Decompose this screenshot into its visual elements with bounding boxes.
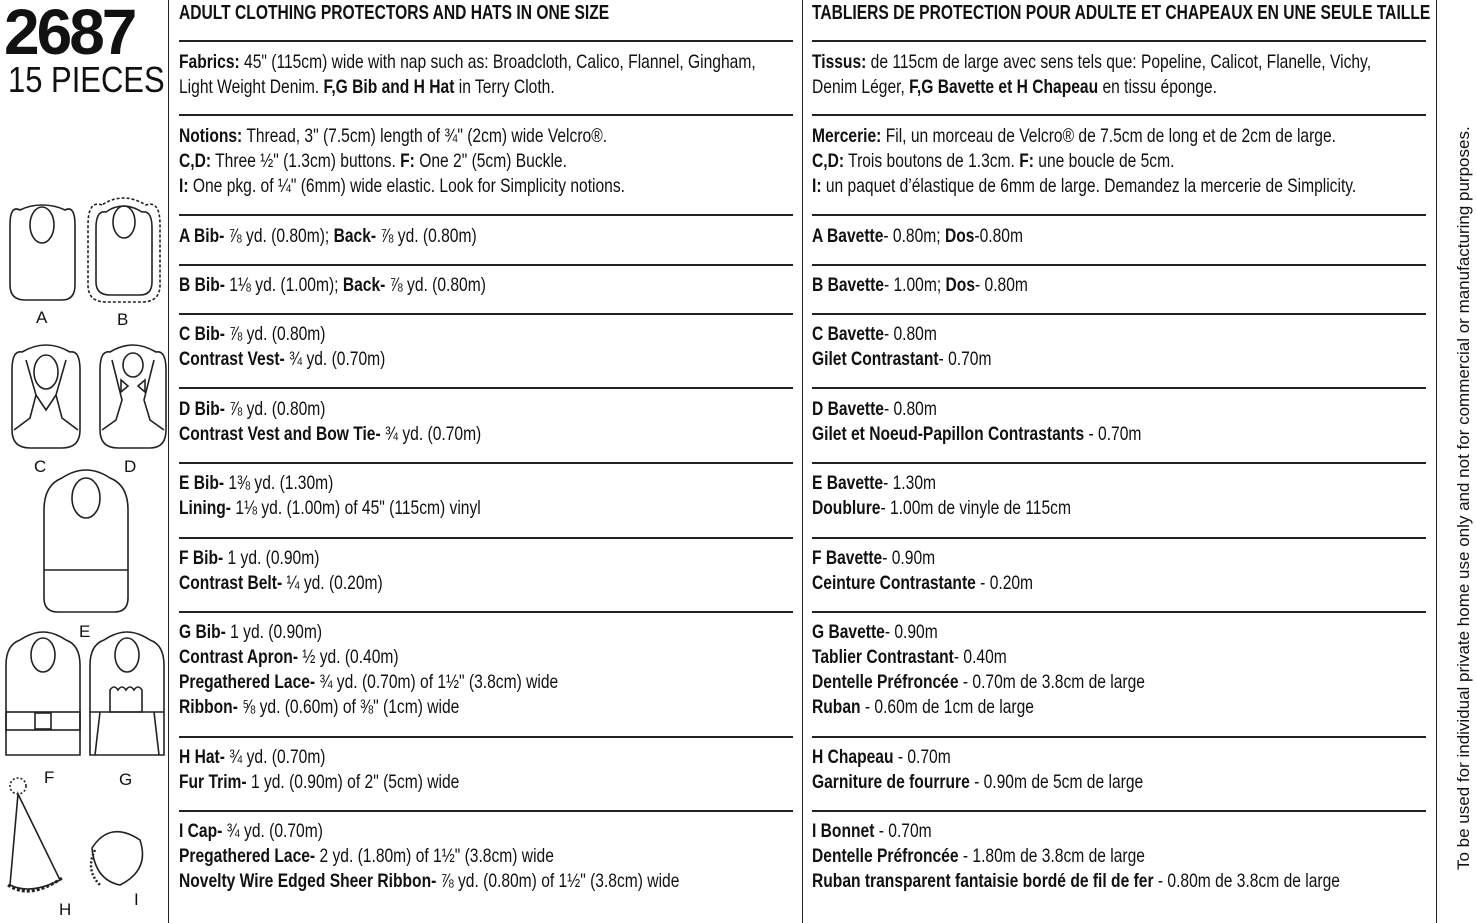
bold-text: Dos <box>945 274 975 296</box>
bold-text: Lining- <box>179 497 231 519</box>
english-rule-0 <box>179 40 793 42</box>
english-row-line <box>179 695 558 720</box>
view-g-drawing <box>90 632 164 755</box>
plain-text: - 0.20m <box>975 572 1034 594</box>
plain-text: -0.80m <box>974 225 1023 247</box>
bold-text: H Hat- <box>179 746 225 768</box>
french-row-line <box>812 124 1356 149</box>
bold-text: F Bavette <box>812 547 883 569</box>
french-rule-9 <box>812 736 1426 738</box>
english-row <box>179 50 900 100</box>
column-divider-middle <box>802 0 803 923</box>
english-row-line <box>179 347 385 372</box>
french-row <box>812 322 1036 372</box>
english-rule-7 <box>179 537 793 539</box>
plain-text: in Terry Cloth. <box>454 76 555 98</box>
plain-text: Light Weight Denim. <box>179 76 324 98</box>
english-row-line <box>179 645 558 670</box>
plain-text: - 0.80m de 3.8cm de large <box>1153 870 1340 892</box>
bold-text: Back- <box>342 274 386 296</box>
pieces-count: 15 PIECES <box>8 59 165 100</box>
plain-text: Three ½" (1.3cm) buttons. <box>211 150 401 172</box>
french-row-line <box>812 224 1023 249</box>
bold-text: Gilet Contrastant <box>812 348 939 370</box>
bold-text: I: <box>812 175 822 197</box>
bold-text: H Chapeau <box>812 746 894 768</box>
french-row-line <box>812 471 1071 496</box>
bold-text: C Bavette <box>812 323 884 345</box>
bold-text: D Bavette <box>812 398 884 420</box>
english-row-line <box>179 869 679 894</box>
view-c-drawing <box>12 345 80 448</box>
plain-text: One pkg. of ¼" (6mm) wide elastic. Look for Simplicity notions. <box>188 175 625 197</box>
bold-text: F Bib- <box>179 547 224 569</box>
english-row-line <box>179 571 383 596</box>
bold-text: E Bavette <box>812 472 884 494</box>
view-label-e: E <box>79 622 91 641</box>
french-row-line <box>812 645 1145 670</box>
plain-text: 1⅛ yd. (1.00m); <box>224 274 343 296</box>
bold-text: A Bavette <box>812 225 884 247</box>
english-row <box>179 273 563 298</box>
view-label-i: I <box>134 890 139 909</box>
bold-text: Ceinture Contrastante <box>812 572 976 594</box>
bold-text: Ruban transparent fantaisie bordé de fil de fer <box>812 870 1154 892</box>
french-row <box>812 620 1228 720</box>
view-h-drawing <box>8 778 62 891</box>
english-title: ADULT CLOTHING PROTECTORS AND HATS IN ONE SIZE <box>179 2 610 24</box>
view-a-drawing <box>10 205 75 300</box>
english-row <box>179 224 551 249</box>
plain-text: - 0.70m <box>1084 423 1142 445</box>
bold-text: Mercerie: <box>812 125 882 147</box>
english-row-line <box>179 546 383 571</box>
french-row-line <box>812 819 1340 844</box>
french-row <box>812 124 1476 199</box>
english-rule-10 <box>179 810 793 812</box>
plain-text: - 0.70m <box>938 348 992 370</box>
plain-text: - 1.30m <box>883 472 936 494</box>
french-title: TABLIERS DE PROTECTION POUR ADULTE ET CHAPEAUX EN UNE SEULE TAILLE <box>812 2 1431 24</box>
plain-text: ¾ yd. (0.70m) <box>224 746 326 768</box>
french-row-line <box>812 174 1356 199</box>
plain-text: - 0.40m <box>953 646 1007 668</box>
bold-text: F,G Bavette et H Chapeau <box>909 76 1099 98</box>
english-rule-6 <box>179 462 793 464</box>
bold-text: Contrast Apron- <box>179 646 299 668</box>
bold-text: I Cap- <box>179 820 223 842</box>
english-rule-2 <box>179 214 793 216</box>
english-row-line <box>179 273 486 298</box>
plain-text: - 0.90m <box>884 621 938 643</box>
plain-text: 1 yd. (0.90m) <box>223 547 320 569</box>
english-row <box>179 471 556 521</box>
english-rule-9 <box>179 736 793 738</box>
french-row-line <box>812 75 1371 100</box>
plain-text: Fil, un morceau de Velcro® de 7.5cm de long et de 2cm de large. <box>881 125 1336 147</box>
french-row <box>812 224 1076 249</box>
plain-text: 45" (115cm) wide with nap such as: Broadcloth, Calico, Flannel, Gingham, <box>239 51 756 73</box>
english-row <box>179 620 653 720</box>
plain-text: 1 yd. (0.90m) of 2" (5cm) wide <box>246 771 460 793</box>
english-row-line <box>179 471 481 496</box>
view-label-b: B <box>117 310 129 329</box>
bold-text: Contrast Vest and Bow Tie- <box>179 423 381 445</box>
english-row-line <box>179 322 385 347</box>
plain-text: de 115cm de large avec sens tels que: Popeline, Calicot, Flanelle, Vichy, <box>866 51 1372 73</box>
english-rule-1 <box>179 114 793 116</box>
bold-text: G Bavette <box>812 621 885 643</box>
view-label-f: F <box>44 768 55 787</box>
english-rule-4 <box>179 313 793 315</box>
french-rule-0 <box>812 40 1426 42</box>
bold-text: Back- <box>333 225 377 247</box>
french-row-line <box>812 347 991 372</box>
english-row <box>179 819 805 894</box>
plain-text: - 1.00m de vinyle de 115cm <box>880 497 1071 519</box>
bold-text: F,G Bib and H Hat <box>323 76 455 98</box>
plain-text: ¼ yd. (0.20m) <box>282 572 383 594</box>
bold-text: Tablier Contrastant <box>812 646 954 668</box>
french-row-line <box>812 546 1033 571</box>
bold-text: Dentelle Préfroncée <box>812 671 959 693</box>
french-row-line <box>812 397 1141 422</box>
french-row-line <box>812 422 1141 447</box>
plain-text: ⅞ yd. (0.80m) <box>224 398 326 420</box>
french-row <box>812 819 1472 894</box>
plain-text: - 0.70m <box>893 746 951 768</box>
plain-text: ¾ yd. (0.70m) of 1½" (3.8cm) wide <box>315 671 559 693</box>
view-i-drawing <box>91 832 143 885</box>
plain-text: Denim Léger, <box>812 76 910 98</box>
french-row <box>812 273 1082 298</box>
french-row-line <box>812 273 1028 298</box>
bold-text: C Bib- <box>179 323 225 345</box>
english-row-line <box>179 174 625 199</box>
view-b-drawing <box>88 198 160 302</box>
english-row-line <box>179 745 459 770</box>
french-row-line <box>812 50 1371 75</box>
french-row <box>812 50 1476 100</box>
bold-text: F: <box>1019 150 1034 172</box>
plain-text: ⅞ yd. (0.80m) <box>376 225 477 247</box>
french-row-line <box>812 869 1340 894</box>
view-label-a: A <box>36 308 48 327</box>
french-row-line <box>812 149 1356 174</box>
french-row-line <box>812 571 1033 596</box>
bold-text: B Bib- <box>179 274 225 296</box>
english-row-line <box>179 496 481 521</box>
bold-text: E Bib- <box>179 472 225 494</box>
french-row-line <box>812 745 1143 770</box>
plain-text: ⅞ yd. (0.80m) <box>385 274 486 296</box>
plain-text: ⅝ yd. (0.60m) of ⅜" (1cm) wide <box>237 696 460 718</box>
bold-text: Fabrics: <box>179 51 240 73</box>
french-row <box>812 471 1136 521</box>
english-row-line <box>179 124 625 149</box>
bold-text: Pregathered Lace- <box>179 671 316 693</box>
plain-text: une boucle de 5cm. <box>1033 150 1175 172</box>
plain-text: ⅞ yd. (0.80m); <box>224 225 334 247</box>
plain-text: ¾ yd. (0.70m) <box>222 820 323 842</box>
english-rule-3 <box>179 264 793 266</box>
french-row <box>812 745 1226 795</box>
plain-text: - 0.80m <box>975 274 1028 296</box>
english-row-line <box>179 620 558 645</box>
bold-text: I: <box>179 175 189 197</box>
bold-text: C,D: <box>179 150 212 172</box>
french-rule-2 <box>812 214 1426 216</box>
plain-text: - 0.80m; <box>883 225 945 247</box>
bold-text: F: <box>400 150 415 172</box>
french-row-line <box>812 620 1145 645</box>
french-row-line <box>812 670 1145 695</box>
bold-text: Tissus: <box>812 51 867 73</box>
english-row <box>179 397 557 447</box>
french-rule-4 <box>812 313 1426 315</box>
bold-text: Contrast Belt- <box>179 572 283 594</box>
bold-text: Dos <box>944 225 975 247</box>
english-row-line <box>179 770 459 795</box>
view-d-drawing <box>100 345 166 448</box>
bold-text: Fur Trim- <box>179 771 247 793</box>
plain-text: Trois boutons de 1.3cm. <box>844 150 1020 172</box>
plain-text: 1⅛ yd. (1.00m) of 45" (115cm) vinyl <box>230 497 481 519</box>
plain-text: One 2" (5cm) Buckle. <box>414 150 567 172</box>
bold-text: Novelty Wire Edged Sheer Ribbon- <box>179 870 437 892</box>
bold-text: C,D: <box>812 150 845 172</box>
english-rule-5 <box>179 387 793 389</box>
plain-text: - 0.70m de 3.8cm de large <box>958 671 1145 693</box>
view-label-g: G <box>119 770 133 789</box>
french-rule-5 <box>812 387 1426 389</box>
pattern-number: 2687 <box>4 0 135 68</box>
english-row <box>179 124 736 199</box>
english-row <box>179 745 529 795</box>
usage-notice: To be used for individual private home use only and not for commercial or manufacturing purposes. <box>1454 126 1473 870</box>
plain-text: ¾ yd. (0.70m) <box>284 348 386 370</box>
french-row-line <box>812 844 1340 869</box>
view-f-drawing <box>6 632 80 755</box>
bold-text: Gilet et Noeud-Papillon Contrastants <box>812 423 1085 445</box>
english-row-line <box>179 422 481 447</box>
french-row <box>812 546 1088 596</box>
plain-text: en tissu éponge. <box>1098 76 1217 98</box>
bold-text: Pregathered Lace- <box>179 845 316 867</box>
english-row-line <box>179 224 477 249</box>
bold-text: Garniture de fourrure <box>812 771 970 793</box>
plain-text: - 0.90m de 5cm de large <box>969 771 1144 793</box>
english-row-line <box>179 397 481 422</box>
bold-text: Dentelle Préfroncée <box>812 845 959 867</box>
plain-text: ½ yd. (0.40m) <box>298 646 399 668</box>
plain-text: un paquet d’élastique de 6mm de large. Demandez la mercerie de Simplicity. <box>821 175 1357 197</box>
column-divider-left <box>168 0 169 923</box>
plain-text: 1 yd. (0.90m) <box>225 621 323 643</box>
plain-text: - 1.80m de 3.8cm de large <box>958 845 1145 867</box>
french-row-line <box>812 770 1143 795</box>
bold-text: Ribbon- <box>179 696 238 718</box>
english-rule-8 <box>179 611 793 613</box>
french-rule-8 <box>812 611 1426 613</box>
french-row <box>812 397 1224 447</box>
french-row-line <box>812 695 1145 720</box>
bold-text: Ruban <box>812 696 861 718</box>
french-rule-1 <box>812 114 1426 116</box>
plain-text: - 0.70m <box>874 820 932 842</box>
bold-text: G Bib- <box>179 621 226 643</box>
view-e-drawing <box>44 470 128 612</box>
english-row-line <box>179 670 558 695</box>
french-rule-3 <box>812 264 1426 266</box>
plain-text: - 0.80m <box>883 323 937 345</box>
english-row <box>179 322 437 372</box>
bold-text: B Bavette <box>812 274 884 296</box>
french-rule-6 <box>812 462 1426 464</box>
bold-text: Doublure <box>812 497 881 519</box>
view-label-h: H <box>59 900 72 919</box>
view-label-c: C <box>34 457 47 476</box>
plain-text: Thread, 3" (7.5cm) length of ¾" (2cm) wide Velcro®. <box>242 125 608 147</box>
english-row-line <box>179 819 679 844</box>
plain-text: - 0.90m <box>882 547 936 569</box>
english-row-line <box>179 844 679 869</box>
view-illustrations <box>0 0 170 923</box>
plain-text: ⅞ yd. (0.80m) <box>224 323 326 345</box>
plain-text: ⅞ yd. (0.80m) of 1½" (3.8cm) wide <box>436 870 680 892</box>
plain-text: - 0.80m <box>883 398 937 420</box>
french-rule-7 <box>812 537 1426 539</box>
bold-text: Contrast Vest- <box>179 348 285 370</box>
bold-text: A Bib- <box>179 225 225 247</box>
french-row-line <box>812 322 991 347</box>
english-row-line <box>179 50 756 75</box>
bold-text: D Bib- <box>179 398 225 420</box>
plain-text: - 0.60m de 1cm de large <box>860 696 1034 718</box>
plain-text: ¾ yd. (0.70m) <box>380 423 482 445</box>
plain-text: 2 yd. (1.80m) of 1½" (3.8cm) wide <box>315 845 554 867</box>
english-row-line <box>179 75 756 100</box>
bold-text: Notions: <box>179 125 243 147</box>
english-row-line <box>179 149 625 174</box>
bold-text: I Bonnet <box>812 820 875 842</box>
french-row-line <box>812 496 1071 521</box>
plain-text: 1⅜ yd. (1.30m) <box>224 472 334 494</box>
french-rule-10 <box>812 810 1426 812</box>
view-label-d: D <box>124 457 137 476</box>
plain-text: - 1.00m; <box>883 274 946 296</box>
english-row <box>179 546 434 596</box>
